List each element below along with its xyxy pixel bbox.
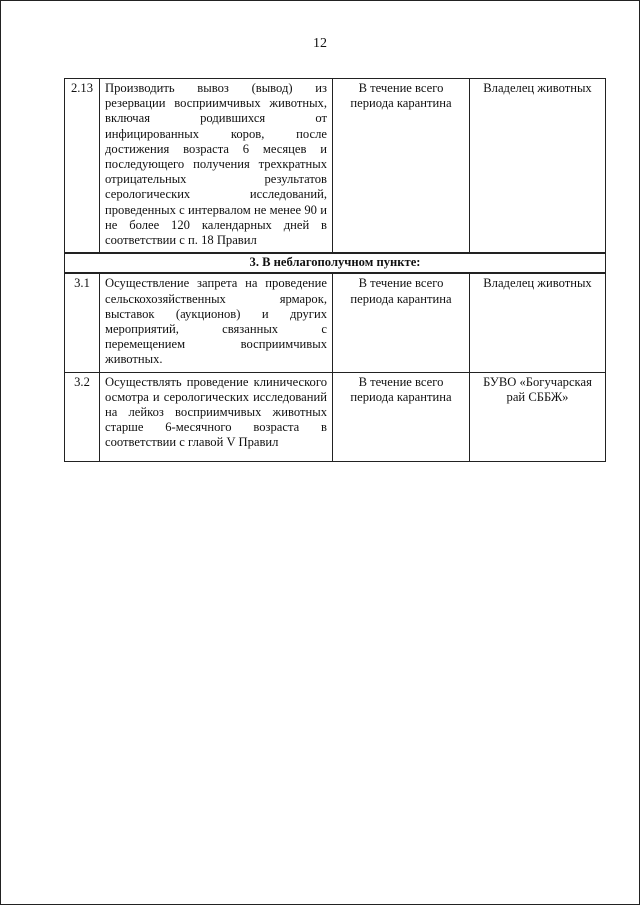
term-text: В течение всего периода карантина	[333, 372, 470, 461]
table-row	[65, 79, 606, 254]
measure-text: Осуществлять проведение клинического осмотра и серологических исследований на лейкоз восприимчивых животных старше 6-месячного возраста в соответствии с главой V Правил	[100, 372, 333, 461]
table-row	[65, 372, 606, 461]
measures-table	[64, 78, 606, 462]
row-number: 3.2	[65, 372, 100, 461]
responsible-text: Владелец животных	[470, 273, 606, 372]
term-text: В течение всего периода карантина	[333, 273, 470, 372]
responsible-text: БУВО «Богучарская рай СББЖ»	[470, 372, 606, 461]
responsible-text: Владелец животных	[470, 79, 606, 254]
table-row	[65, 273, 606, 372]
term-text: В течение всего периода карантина	[333, 79, 470, 254]
measure-text: Производить вывоз (вывод) из резервации восприимчивых животных, включая родившихся от инфицированных коров, после достижения возраста 6 месяцев и последующего получения трехкратных отрицательных результатов серологических исследований, проведенных с интервалом не менее 90 и не более 120 календарных дней в соответствии с п. 18 Правил	[100, 79, 333, 254]
page-number: 12	[313, 36, 327, 51]
measure-text: Осуществление запрета на проведение сельскохозяйственных ярмарок, выставок (аукционов) и других мероприятий, связанных с перемещением восприимчивых животных.	[100, 273, 333, 372]
row-number: 3.1	[65, 273, 100, 372]
row-number: 2.13	[65, 79, 100, 254]
section-header-row	[65, 253, 606, 273]
section-title: 3. В неблагополучном пункте:	[65, 253, 606, 273]
